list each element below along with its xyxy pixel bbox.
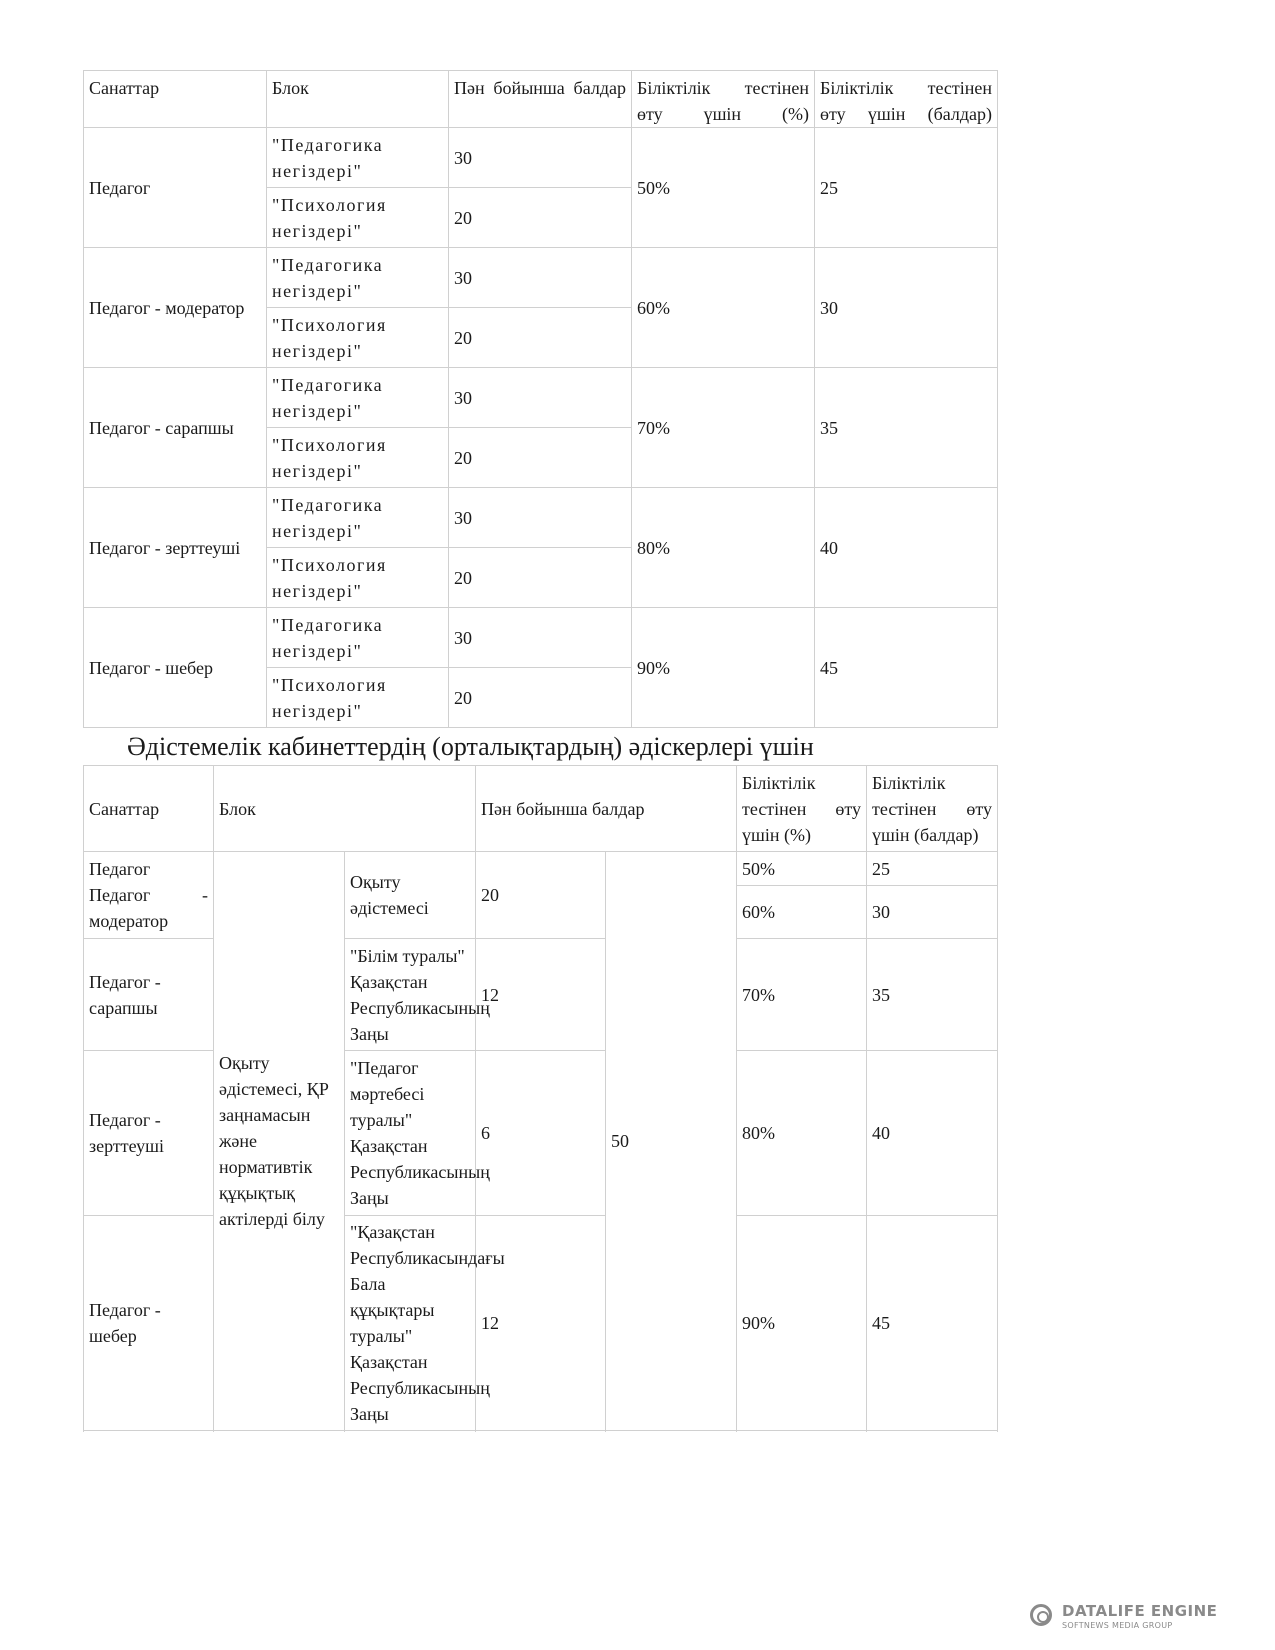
pass-points-cell: 30: [815, 248, 998, 368]
category-cell: Педагог: [84, 128, 267, 248]
pass-points-cell: 40: [867, 1051, 998, 1216]
points-cell: 30: [449, 488, 632, 548]
block-cell: "Психология негіздері": [267, 428, 449, 488]
pass-percent-cell: 50%: [632, 128, 815, 248]
header-block: Блок: [214, 766, 476, 852]
points-cell: 30: [449, 248, 632, 308]
header-category: Санаттар: [84, 71, 267, 128]
category-cell: Педагог - зерттеуші: [84, 1051, 214, 1216]
pass-percent-cell: 70%: [737, 939, 867, 1051]
pass-points-cell: 45: [815, 608, 998, 728]
points-cell: 20: [476, 852, 606, 939]
pass-percent-cell: 90%: [737, 1216, 867, 1431]
points-cell: 20: [449, 668, 632, 728]
pass-points-cell: 25: [815, 128, 998, 248]
pass-points-cell: 35: [867, 939, 998, 1051]
pass-points-cell: 25: [867, 852, 998, 886]
qualification-table-teachers: [83, 70, 998, 728]
block-cell: "Психология негіздері": [267, 668, 449, 728]
pass-percent-cell: 90%: [632, 608, 815, 728]
category-label: Педагог - модератор: [89, 885, 208, 931]
points-cell: 12: [476, 1216, 606, 1431]
pass-points-cell: 40: [815, 488, 998, 608]
pass-percent-cell: 80%: [632, 488, 815, 608]
subblock-cell: "Білім туралы" Қазақстан Республикасының Заңы: [345, 939, 476, 1051]
header-subject-points: Пән бойынша балдар: [449, 71, 632, 128]
header-block: Блок: [267, 71, 449, 128]
points-cell: 6: [476, 1051, 606, 1216]
header-subject-points: Пән бойынша балдар: [476, 766, 737, 852]
category-cell: [84, 852, 214, 939]
table-header-row: [84, 71, 998, 128]
table-row: [84, 608, 998, 668]
subblock-cell: "Педагог мәртебесі туралы" Қазақстан Республикасының Заңы: [345, 1051, 476, 1216]
points-cell: 20: [449, 308, 632, 368]
category-cell: Педагог - шебер: [84, 608, 267, 728]
category-cell: Педагог - сарапшы: [84, 939, 214, 1051]
header-pass-points: Біліктілік тестінен өту үшін (балдар): [867, 766, 998, 852]
block-cell: "Педагогика негіздері": [267, 488, 449, 548]
category-label: Педагог: [89, 859, 151, 879]
block-cell: "Психология негіздері": [267, 188, 449, 248]
category-cell: Педагог - модератор: [84, 248, 267, 368]
table-row: [84, 852, 998, 886]
table-header-row: [84, 766, 998, 852]
pass-percent-cell: 60%: [632, 248, 815, 368]
points-cell: 12: [476, 939, 606, 1051]
header-pass-percent: Біліктілік тестінен өту үшін (%): [632, 71, 815, 128]
section-title: Әдістемелік кабинеттердің (орталықтардың) әдіскерлері үшін: [127, 732, 814, 761]
points-cell: 30: [449, 128, 632, 188]
block-cell: "Педагогика негіздері": [267, 128, 449, 188]
header-category: Санаттар: [84, 766, 214, 852]
header-pass-percent: Біліктілік тестінен өту үшін (%): [737, 766, 867, 852]
points-cell: 20: [449, 428, 632, 488]
table-row: [84, 248, 998, 308]
pass-percent-cell: 50%: [737, 852, 867, 886]
block-cell: "Педагогика негіздері": [267, 248, 449, 308]
subblock-cell: "Қазақстан Республикасындағы Бала құқықтары туралы" Қазақстан Республикасының Заңы: [345, 1216, 476, 1431]
block-cell: "Психология негіздері": [267, 308, 449, 368]
pass-points-cell: 45: [867, 1216, 998, 1431]
datalife-logo-icon: [1030, 1604, 1052, 1626]
points-cell: 30: [449, 368, 632, 428]
pass-percent-cell: 80%: [737, 1051, 867, 1216]
table-row: [84, 128, 998, 188]
category-cell: Педагог - сарапшы: [84, 368, 267, 488]
points-cell: 30: [449, 608, 632, 668]
subblock-cell: Оқыту әдістемесі: [345, 852, 476, 939]
category-cell: Педагог - зерттеуші: [84, 488, 267, 608]
points-cell: 20: [449, 548, 632, 608]
pass-points-cell: 35: [815, 368, 998, 488]
header-pass-points: Біліктілік тестінен өту үшін (балдар): [815, 71, 998, 128]
total-points-cell: 50: [606, 852, 737, 1431]
watermark-name: DATALIFE ENGINE: [1062, 1602, 1218, 1620]
block-cell: "Педагогика негіздері": [267, 368, 449, 428]
block-cell: "Психология негіздері": [267, 548, 449, 608]
table-row: [84, 488, 998, 548]
watermark: [1030, 1600, 1218, 1640]
pass-percent-cell: 60%: [737, 886, 867, 939]
watermark-subtitle: SOFTNEWS MEDIA GROUP: [1062, 1621, 1173, 1630]
points-cell: 20: [449, 188, 632, 248]
qualification-table-methodologists: [83, 765, 998, 1431]
block-cell: "Педагогика негіздері": [267, 608, 449, 668]
block-main-cell: Оқыту әдістемесі, ҚР заңнамасын және нормативтік құқықтық актілерді білу: [214, 852, 345, 1431]
pass-percent-cell: 70%: [632, 368, 815, 488]
table-row: [84, 368, 998, 428]
category-cell: Педагог - шебер: [84, 1216, 214, 1431]
pass-points-cell: 30: [867, 886, 998, 939]
